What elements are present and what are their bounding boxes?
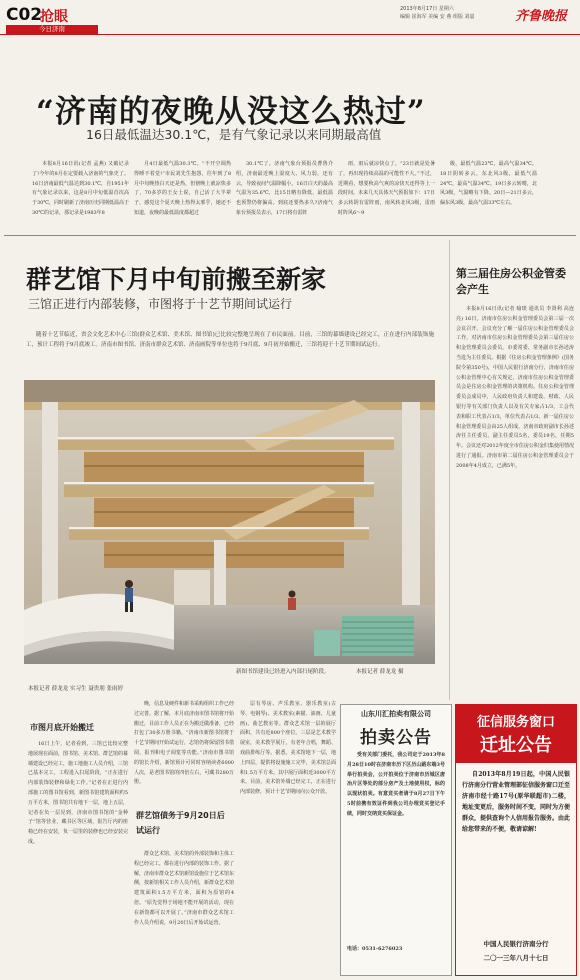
credit-date: 二〇一三年八月十七日 <box>483 954 549 962</box>
story1-column: 本报8月16日讯(记者 孟燕) 又破记录了!今年的8月在定要载入济南的气象史了。16日济南最低气温达到30.1℃，自1951年有气象记录以来，这是8月中旬低温首次高于30℃，同时刷新了济南历史同期低温高于30℃的记录，那记录是1983年8 <box>32 161 129 216</box>
credit-title-1: 征信服务窗口 <box>476 715 555 730</box>
story2-column: 晚，信息及硬件和新书采购组织工作已经过完善。据了解，本月底济南市图书馆将开始搬迁，目前工作人员正在为搬迁做准备，已经打包了30多万册书籍。“济南市新图书馆将于十艺节期间开始试运行，志馆仍将保留图书借阅，报刊和电子阅览等功能。”济南市图书馆的馆长介绍，新馆预计可同时容纳读者6000人次，是老图书馆的四倍左右，可藏书280万册。 <box>134 701 234 786</box>
story2-column: 群众艺术馆、美术馆的外部装饰和主体工程已经完工，都在进行内部的装饰工作。据了解，济南市群众艺术馆新馆设施位于艺术馆东侧，按新馆相关工作人员介绍，新群众艺术馆建筑面积1.5万平方米，面积为原馆的4倍。“原先觉得于场地不能开展的活动，现在在新馆都可以开展了。”济南市群众艺术馆工作人员介绍说，9月20日后开始试运营。 <box>134 851 234 926</box>
newspaper-logo: 齐鲁晚报 <box>515 9 568 24</box>
story2-column: 层有琴房、声乐教室、器乐教室(古琴、电钢琴)、美术教室(素描、油画、儿童画)、曲艺教室等。群众艺术馆一层的展厅面积，共有近800个座位。三层是艺术教学展室，美术教学展厅，有老年合唱，舞蹈、戏曲排练厅等。据悉，美术馆地下一层，地上四层，提供将设施施工完毕，美术馆总面积1.5万平方米，其中展厅面积近3000平方米。目前，美术馆外墙已经完工，正在进行内部装修，预计十艺节期间向公众开放。 <box>240 701 336 796</box>
auction-contact: 电话：0531-6276023 <box>347 946 403 952</box>
masthead <box>0 0 580 34</box>
sidebar-headline: 第三届住房公积金管委会产生 <box>456 267 566 296</box>
auction-title: 拍卖公告 <box>360 728 432 748</box>
auction-notice <box>340 704 452 976</box>
sub-section-tag: 今日济南 <box>6 25 98 34</box>
credit-title-2: 迁址公告 <box>480 735 552 756</box>
construction-photo <box>24 380 435 664</box>
story2-byline: 本报记者 薛龙龙 实习生 聂贵朋 张雨婷 <box>28 686 123 692</box>
story2-column: 16日上午，记者看到，三馆已比较完整地展现在面前，图书馆、美术馆、群艺馆的幕墙建设已经完工，施工地施工人员介绍，三馆已基本完工，工程进入扫尾阶段，“正在进行内部装饰装修和绿化工作。”记者在正进行内部施工的图书馆看到，新图书馆建筑面积约5万平方米，图书馆共有地下一层，地上五层，记者在负一层见到，济南市图书馆的“金种子”馆等营业，藏书区等区域，报告厅内的座椅已经在安装，负一层里的装修也已经安装完成。 <box>28 741 128 845</box>
story1-column: 雨，雨后就凉快点了。“23日就是处暑了，再出现持续高温的可能性不大。”不过，近期看，想要秋高气爽的凉快天还得等上一段时间。未来几天具体天气预报如下：17日多云转阴有雷阵雨，南风转北风3级，雷雨时阵风6～9 <box>338 161 435 216</box>
credit-signer: 中国人民银行济南分行 <box>483 940 549 948</box>
story1-column: 月4日最低气温30.3℃。“不开空调热得睡不着觉!”市民刘先生抱怨，往年到了8月中旬晚热白天还是热，但傍晚上就凉快多了，70多岁的王女士说，自己活了大半辈子，感觉这个夏天晚上热得太邪乎，她还不知道，夜晚的最低温度都超过 <box>134 161 231 216</box>
credit-header <box>456 705 576 763</box>
story1-column: 级，最低气温23℃，最高气温34℃。18日阴转多云，东北风3级，最低气温24℃，最高气温34℃。19日多云转晴，北风3级，气温略有下降。20日—21日多云，偏东风3级，最高气温33℃左右。 <box>440 161 537 207</box>
story2-subhead: 三馆正进行内部装修，市图将于十艺节期间试运行 <box>28 297 293 311</box>
story2-lead: 随着十艺节临近，省会文化艺术中心三馆(群众艺术馆、美术馆、图书馆)已比较完整地呈现在了市民面前。目前，三馆的幕墙建设已经完工，正在进行内部装饰施工，预计工程将于9月底竣工。济南市图书馆、济南市群众艺术馆、济南画院等单位也将于9月底、9月初开始搬迁，三馆将迎于十艺节期间试运行。 <box>26 332 434 348</box>
sidebar-text: 本报8月16日讯(记者 喻琰 通讯员 李贤利 高连亮) 16日，济南市住房公积金管理委员会第三届一次会议召开。会议充分了解一届住房公积金管理委员会工作，对济南市住房公积金管理委员会第三届住房公积金管理委员会委员，市委常委、常务副市长孙述涛当选为主任委员。根据《住房公积金管理条例》(国务院令第350号)，中国人民银行济南分行，济南市住房公积金管理中心有关规定，济南市住房公积金管理委员会是住房公积金管理的决策机构。住房公积金管理委员会成员中，人民政府负责人和建设、财政、人民银行等有关部门负责人以及有关专家占1/3，工会代表和职工代表占1/3，单位代表占1/3。新一届住房公积金管理委员会由25人组成，济南市政府副市长孙述涛任主任委员，副主任委员5名，委员19名，任期5年。会议还对2012年度全市住房公积金归集使用情况进行了通报。济南市第二届住房公积金管理委员会于2008年4月成立，已满5年。 <box>456 306 574 469</box>
section-title: 抢眼 <box>40 9 68 25</box>
credit-notice <box>455 704 577 976</box>
auction-company: 山东川汇拍卖有限公司 <box>361 710 431 718</box>
editors-line: 编辑 崔海军 美编 安 燕 组版 刘嘉 <box>400 14 475 20</box>
photo-credit: 本报记者 薛龙龙 摄 <box>356 669 404 675</box>
page-number: C02 <box>6 5 43 25</box>
story1-column: 30.1℃了。济南气象台预报员曹鲁介绍，济南最近晚上湿度大、风力弱，还有云，导致夜间气温降幅小。16日白天的最高气温为35.6℃，比15日略有降低，最低温也预警仍将偏高。到底还要热多久?济南气象台预报员表示，17日将有雷阵 <box>236 161 333 216</box>
photo-caption: 新图书馆建设已经进入内部扫尾阶段。 <box>236 669 330 675</box>
story1-headline: “济南的夜晚从没这么热过” <box>36 94 426 130</box>
story2-section-title: 市图月底开始搬迁 <box>30 723 94 732</box>
date-line: 2013年8月17日 星期六 <box>400 6 454 12</box>
auction-body: 受有关部门委托，我公司定于2013年8月28日10时在济南市历下区历山路东端3号举行拍卖会，公开拍卖位于济南市历城区唐冶片区等处的部分房产及土地使用权，标的以现状拍卖。有意竞买者请于8月27日下午5时前携有效证件到我公司办理竞买登记手续，同时交纳竞买保证金。 <box>347 752 445 817</box>
story2-section-title: 群艺馆债务于9月20日后试运行 <box>136 811 225 835</box>
story1-subhead: 16日最低温达30.1℃，是有气象记录以来同期最高值 <box>86 127 382 142</box>
story2-headline: 群艺馆下月中旬前搬至新家 <box>26 265 327 294</box>
credit-body: 自2013年8月19日起，中国人民银行济南分行营业管理部征信服务窗口迁至济南市经十路17号(原华联超市)二楼，地址变更后，服务时间不变，同时为方便群众，提供查询个人信用报告服务。由此给您带来的不便，敬请谅解! <box>462 771 570 833</box>
